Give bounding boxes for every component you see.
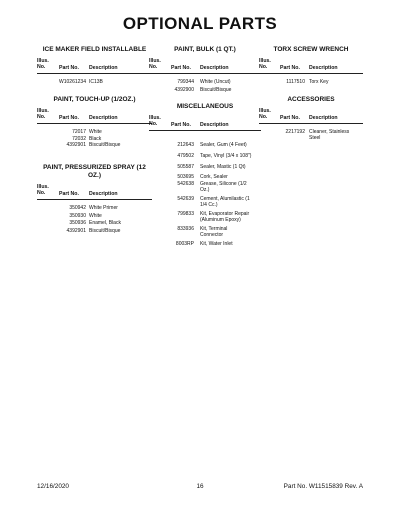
section-title: PAINT, BULK (1 QT.) [174,46,236,53]
section-title: PAINT, PRESSURIZED SPRAY (12 OZ.) [43,164,146,179]
part-number: 1117510 [286,79,305,85]
part-number: 542638 [177,181,194,187]
parts-list [149,80,261,95]
illus-header: Illus. No. [149,58,161,70]
part-description: Cement, Alumilastic (1 1/4 Cc.) [200,196,250,208]
illus-header: Illus. No. [37,184,49,196]
illus-header: Illus. No. [37,58,49,70]
part-description: Grease, Silicone (1/2 Oz.) [200,181,247,193]
description-header: Description [200,65,229,72]
part-number: 4392901 [66,227,86,234]
illus-header: Illus. No. [37,108,49,120]
section-title: ACCESSORIES [287,96,335,103]
part-number: 505587 [177,163,194,170]
parts-list [37,206,152,236]
table-row [149,227,261,242]
part-number: 479502 [177,153,194,159]
table-row [37,80,152,88]
table-header [149,58,261,74]
page-title: OPTIONAL PARTS [122,14,278,33]
footer-page-number: 16 [196,483,204,490]
description-header: Description [200,122,229,129]
description-header: Description [309,115,338,122]
part-number: W10261234 [59,79,86,85]
part-description: Cork, Sealer [200,174,228,180]
part-number: 72017 [72,129,86,135]
part-description: Biscuit/Bisque [200,86,232,93]
part-no-header: Part No. [280,115,300,122]
part-description: IC13B [89,79,103,85]
part-number: 799833 [177,211,194,217]
part-description: Tape, Vinyl (3/4 x 108") [200,153,252,159]
table-header [149,115,261,131]
part-description: White (Uncut) [200,79,231,85]
table-row [149,154,261,165]
miscellaneous-section [149,103,261,250]
part-number: 4392901 [66,142,86,148]
description-header: Description [309,65,338,72]
part-number: 350942 [69,205,86,211]
part-no-header: Part No. [280,65,300,72]
part-no-header: Part No. [59,65,79,72]
description-header: Description [89,191,118,198]
part-description: White [89,212,102,219]
table-row [149,182,261,197]
pressurized-spray-section [37,164,152,236]
accessories-section [259,96,363,142]
part-description: White Primer [89,205,118,211]
part-number: 542639 [177,196,194,202]
part-description: Torx Key [309,79,329,85]
parts-list [37,130,152,150]
illus-header: Illus. No. [149,115,161,127]
table-header [259,108,363,124]
touch-up-section [37,96,152,150]
part-no-header: Part No. [171,65,191,72]
footer-date: 12/16/2020 [37,483,69,490]
illus-header: Illus. No. [259,108,271,120]
table-header [259,58,363,74]
part-number: 4392900 [174,86,194,93]
table-row [149,242,261,250]
torx-wrench-section [259,46,363,88]
table-header [37,108,152,124]
table-row [259,80,363,88]
part-description: Kit, Terminal Connector [200,226,228,238]
table-row [259,130,363,142]
ice-maker-section [37,46,152,88]
section-title: ICE MAKER FIELD INSTALLABLE [42,46,147,53]
part-number: 350930 [69,212,86,219]
table-header [37,58,152,74]
part-description: White [89,129,102,135]
part-no-header: Part No. [171,122,191,129]
table-row [149,88,261,96]
section-title: MISCELLANEOUS [176,103,234,110]
part-number: 2217192 [285,129,305,135]
part-description: Biscuit/Bisque [89,227,121,234]
table-row [37,143,152,150]
part-description: Biscuit/Bisque [89,142,121,148]
parts-list [259,80,363,88]
part-description: Cleaner, Stainless Steel [309,129,350,141]
part-number: 833936 [177,226,194,232]
part-description: Kit, Water Inlet [200,241,233,247]
part-number: 212643 [177,142,194,148]
part-description: Sealer, Mastic (1 Qt) [200,163,246,170]
parts-list [259,130,363,142]
part-description: Enamel, Black [89,220,121,226]
table-header [37,184,152,200]
part-description: Black [89,135,102,142]
illus-header: Illus. No. [259,58,271,70]
part-number: 8003RP [175,241,194,247]
part-no-header: Part No. [59,115,79,122]
parts-list [37,80,152,88]
section-title: PAINT, TOUCH-UP (1/2OZ.) [53,96,136,103]
part-number: 503695 [177,174,194,180]
section-title: TORX SCREW WRENCH [273,46,349,53]
footer-part-number: Part No. W11515839 Rev. A [283,483,363,490]
part-description: Sealer, Gum (4 Feet) [200,142,247,148]
table-row [149,212,261,227]
part-number: 350936 [69,220,86,226]
parts-list [149,143,261,250]
description-header: Description [89,65,118,72]
part-number: 72032 [72,135,86,142]
part-description: Kit, Evaporator Repair (Aluminum Epoxy) [200,211,250,223]
part-number: 799344 [177,79,194,85]
bulk-paint-section [149,46,261,95]
part-no-header: Part No. [59,191,79,198]
table-row [37,229,152,237]
table-row [149,197,261,212]
description-header: Description [89,115,118,122]
